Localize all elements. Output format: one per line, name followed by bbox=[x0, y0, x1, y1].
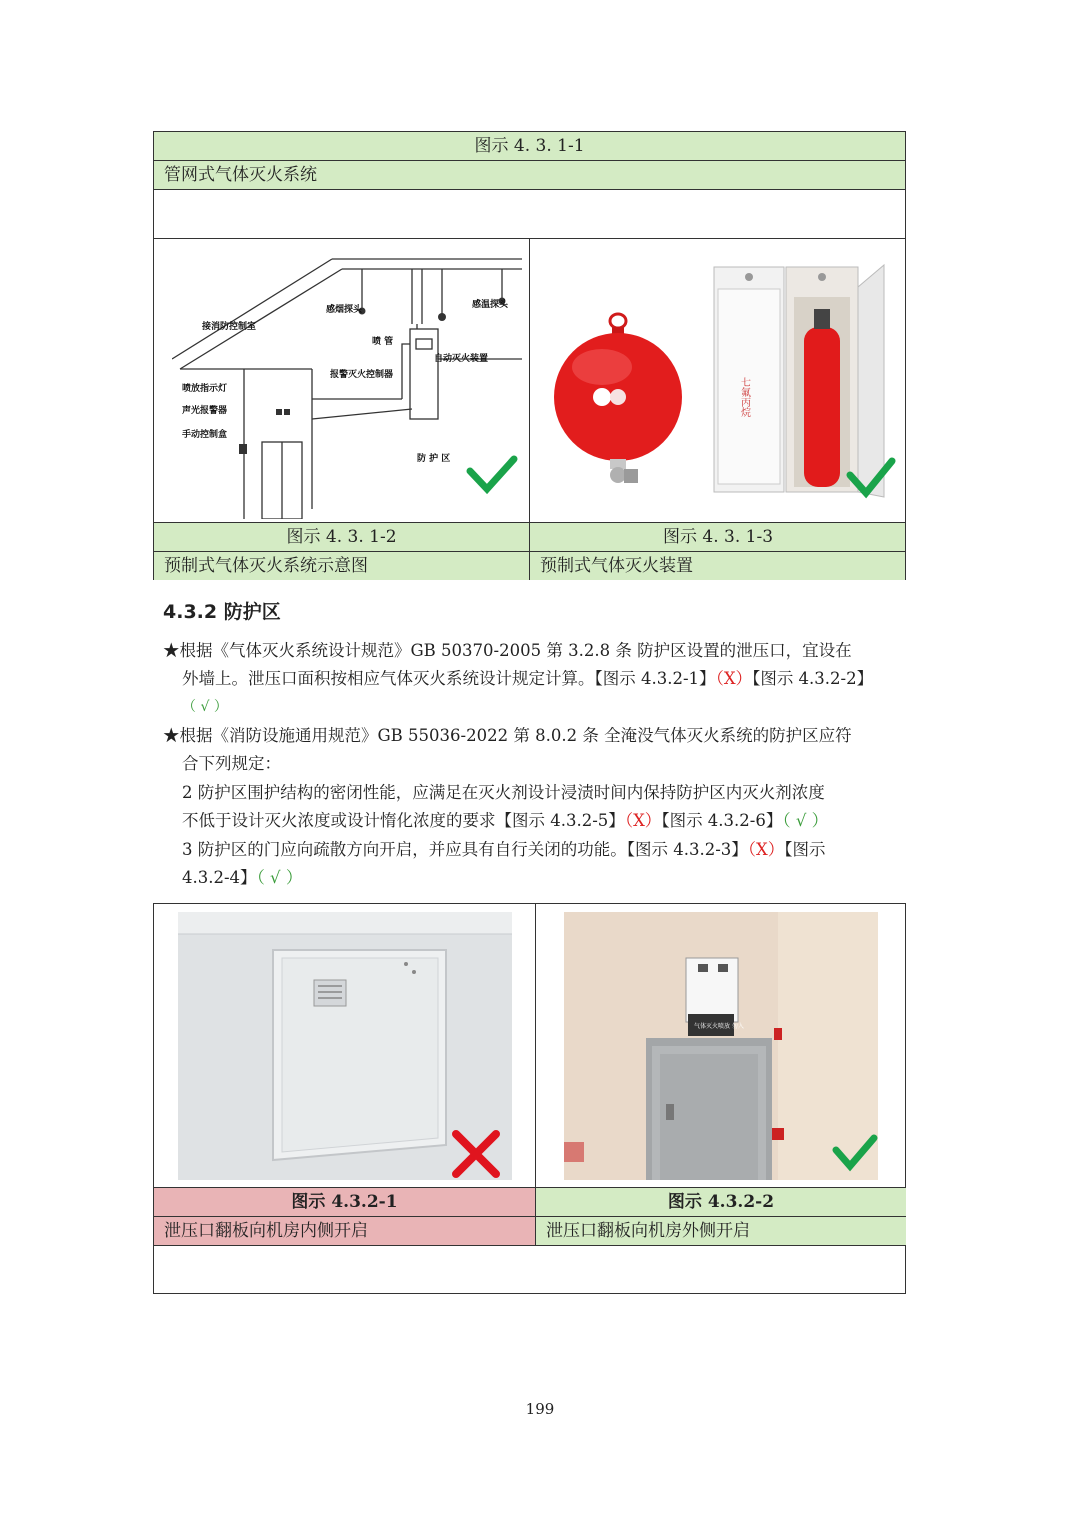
paragraph-line: ★根据《气体灭火系统设计规范》GB 50370-2005 第 3.2.8 条 防护区设置的泄压口，宜设在 bbox=[163, 641, 852, 660]
label-protection-zone: 防 护 区 bbox=[417, 454, 451, 464]
subcaption-title-row bbox=[154, 523, 905, 552]
figure-caption-left: 泄压口翻板向机房内侧开启 bbox=[164, 1221, 368, 1241]
cross-mark: （X） bbox=[624, 811, 662, 830]
images-row bbox=[154, 239, 905, 523]
label-auto-extinguisher: 自动灭火装置 bbox=[434, 354, 489, 364]
label-indicator-lamp: 喷放指示灯 bbox=[182, 384, 228, 394]
label-nozzle: 喷 管 bbox=[372, 337, 394, 347]
table-caption-row bbox=[154, 161, 905, 190]
check-mark: （ √ ） bbox=[782, 811, 829, 830]
images-row bbox=[154, 904, 905, 1188]
paragraph-line: 2 防护区围护结构的密闭性能，应满足在灭火剂设计浸渍时间内保持防护区内灭火剂浓度 bbox=[182, 783, 825, 802]
figure-caption-right: 预制式气体灭火装置 bbox=[540, 556, 693, 576]
table-empty-row bbox=[154, 1246, 905, 1294]
subcaption-title-row bbox=[154, 1188, 905, 1217]
paragraph-line: 4.3.2-4】（ √ ） bbox=[182, 868, 303, 887]
section-heading: 4.3.2 防护区 bbox=[163, 601, 281, 623]
check-icon bbox=[470, 459, 514, 489]
paragraph-line: 不低于设计灭火浓度或设计惰化浓度的要求【图示 4.3.2-5】（X）【图示 4.3.2-6】（ √ ） bbox=[182, 811, 829, 830]
cabinet-label: 七氟丙烷 bbox=[738, 377, 750, 417]
figure-caption: 管网式气体灭火系统 bbox=[164, 165, 317, 185]
figure-title: 图示 4. 3. 1-1 bbox=[474, 136, 585, 156]
cross-mark: （X） bbox=[715, 669, 753, 688]
vent-inward-photo bbox=[178, 912, 512, 1180]
vent-outward-photo bbox=[564, 912, 878, 1180]
figure-table-4-3-1 bbox=[153, 131, 906, 580]
paragraph-line: 合下列规定： bbox=[182, 754, 281, 773]
page-number: 199 bbox=[525, 1400, 555, 1418]
paragraph-line: 3 防护区的门应向疏散方向开启，并应具有自行关闭的功能。【图示 4.3.2-3】（X）【图示 bbox=[182, 840, 826, 859]
cross-mark: （X） bbox=[747, 840, 785, 859]
subcaption-text-row bbox=[154, 1217, 905, 1246]
figure-title-right: 图示 4. 3. 1-3 bbox=[662, 527, 774, 547]
label-alarm: 声光报警器 bbox=[182, 406, 228, 416]
paragraph-line: ★根据《消防设施通用规范》GB 55036-2022 第 8.0.2 条 全淹没气体灭火系统的防护区应符 bbox=[163, 726, 852, 745]
figure-title-left: 图示 4.3.2-1 bbox=[291, 1192, 398, 1212]
gas-system-diagram bbox=[172, 249, 522, 519]
label-heat-detector: 感温探头 bbox=[472, 300, 509, 310]
table-title-row bbox=[154, 132, 905, 161]
extinguisher-photo bbox=[532, 247, 904, 521]
label-alarm-controller: 报警灭火控制器 bbox=[330, 370, 394, 380]
check-mark: （ √ ） bbox=[182, 699, 228, 715]
label-smoke-detector: 感烟探头 bbox=[326, 305, 363, 315]
subcaption-text-row bbox=[154, 552, 905, 580]
figure-table-4-3-2 bbox=[153, 903, 906, 1294]
check-mark: （ √ ） bbox=[256, 868, 303, 887]
label-manual-control: 手动控制盒 bbox=[182, 430, 228, 440]
sign-text: 气体灭火喷放 勿入 bbox=[694, 1023, 744, 1030]
paragraph-line: 外墙上。泄压口面积按相应气体灭火系统设计规定计算。【图示 4.3.2-1】（X）【图示 4.3.2-2】 bbox=[182, 669, 874, 688]
figure-title-left: 图示 4. 3. 1-2 bbox=[286, 527, 397, 547]
table-empty-row bbox=[154, 190, 905, 239]
label-fire-control-room: 接消防控制室 bbox=[202, 322, 257, 332]
figure-title-right: 图示 4.3.2-2 bbox=[667, 1192, 775, 1212]
figure-caption-right: 泄压口翻板向机房外侧开启 bbox=[546, 1221, 750, 1241]
figure-caption-left: 预制式气体灭火系统示意图 bbox=[164, 556, 368, 576]
